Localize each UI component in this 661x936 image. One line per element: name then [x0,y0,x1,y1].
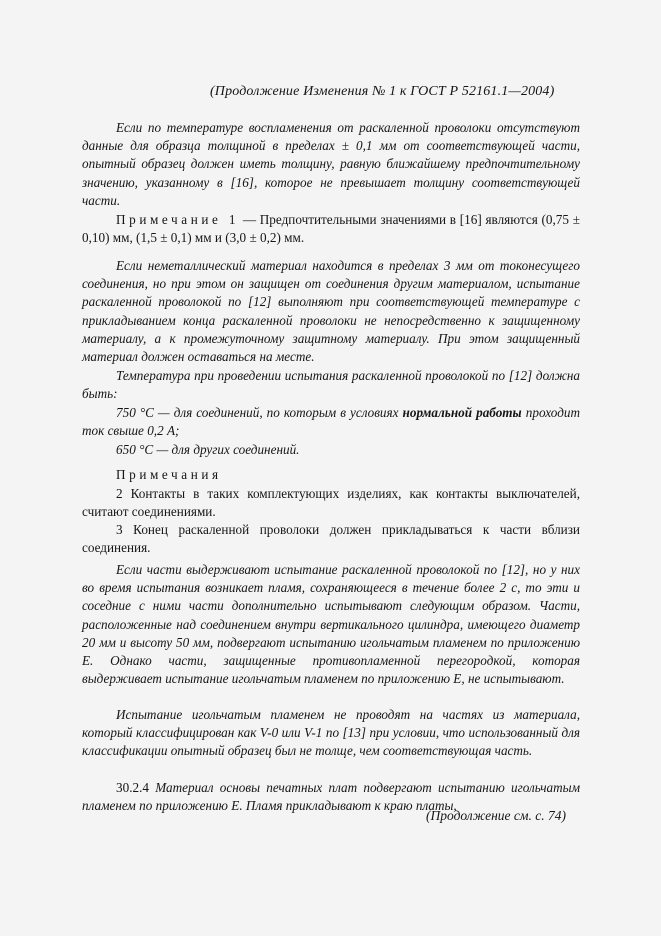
notes-label: Примечания [116,467,222,482]
paragraph-650: 650 °С — для других соединений. [116,442,300,457]
paragraph-needle-flame: Испытание игольчатым пламенем не проводят на частях из материала, который классифицирован как V-0 или V-1 по [13] при условии, что использованный для классификации опытный образец был не толще, чем соответствующая часть. [82,707,580,759]
paragraph-nonmetallic: Если неметаллический материал находится в пределах 3 мм от токонесущего соединения, но при этом он защищен от соединения другим материалом, испытание раскаленной проволокой по [12] выполняют при соответствующей температуре с прикладыванием конца раскаленной проволоки не непосредственно к защищенному материалу, а к промежуточному защитному материалу. При этом защищенный материал должен оставаться на месте. [82,258,580,365]
paragraph-flame: Если части выдерживают испытание раскаленной проволокой по [12], но у них во время испытания возникает пламя, сохраняющееся в течение более 2 с, то эти и соседние с ними части дополнительно испытывают следующим образом. Части, расположенные над соединением внутри вертикального цилиндра, имеющего диаметр 20 мм и высоту 50 мм, подвергают испытанию игольчатым пламенем по приложению Е. Однако части, защищенные противопламенной перегородкой, которая выдерживает испытание игольчатым пламенем по приложению Е, не испытывают. [82,562,580,687]
paragraph-750-b: проходит ток свыше 0,2 А; [82,405,581,439]
header-continuation: (Продолжение Изменения № 1 к ГОСТ Р 52161.1—2004) [210,84,555,99]
paragraph-750-a: 750 °С — для соединений, по которым в условиях [116,405,403,420]
clause-number: 30.2.4 [116,780,156,795]
paragraph-750 [82,404,580,440]
note-2: 2 Контакты в таких комплектующих изделиях, как контакты выключателей, считают соединениями. [82,486,580,520]
clause-text: Материал основы печатных плат подвергают испытанию игольчатым пламенем по приложению Е. Пламя прикладывают к краю платы, [82,780,580,814]
note-1-text: — Предпочтительными значениями в [16] являются (0,75 ± 0,10) мм, (1,5 ± 0,1) мм и (3,0 ± 0,2) мм. [82,212,580,246]
note-1-label: Примечание 1 [116,212,240,227]
note-1 [82,211,580,247]
note-3: 3 Конец раскаленной проволоки должен прикладываться к части вблизи соединения. [82,522,580,556]
footer-continuation: (Продолжение см. с. 74) [426,808,566,823]
paragraph-thickness: Если по температуре воспламенения от раскаленной проволоки отсутствуют данные для образца толщиной в пределах ± 0,1 мм от соответствующей части, опытный образец должен иметь толщину, равную ближайшему предпочтительному значению, указанному в [16], которое не превышает толщину соответствующей части. [82,120,580,208]
paragraph-temperature: Температура при проведении испытания раскаленной проволокой по [12] должна быть: [82,368,580,402]
normal-operation-term: нормальной работы [402,405,522,420]
